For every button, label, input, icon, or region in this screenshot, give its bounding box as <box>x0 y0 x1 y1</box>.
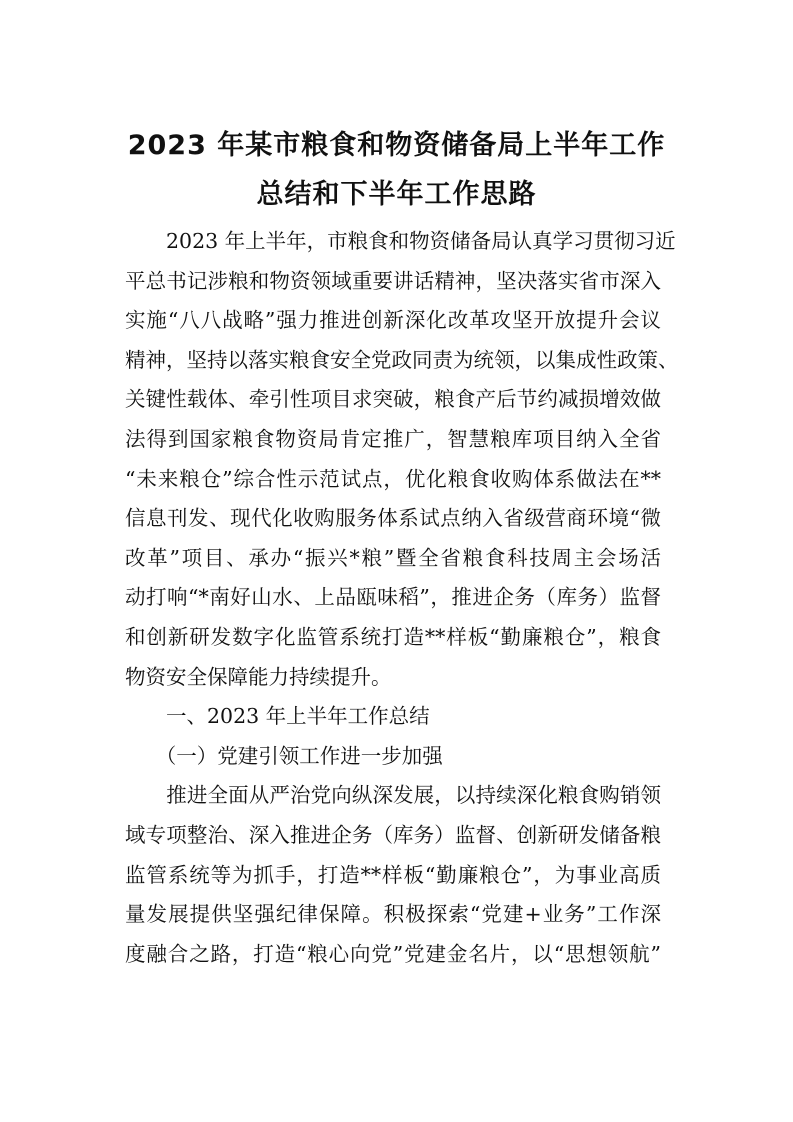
document-body <box>125 222 679 974</box>
intro-line: 实施“八八战略”强力推进创新深化改革攻坚开放提升会议 <box>125 308 661 333</box>
intro-line: 动打响“*南好山水、上品瓯味稻”，推进企务（库务）监督 <box>125 585 661 610</box>
intro-line: 信息刊发、现代化收购服务体系试点纳入省级营商环境“微 <box>125 506 661 531</box>
intro-line: “未来粮仓”综合性示范试点，优化粮食收购体系做法在** <box>125 466 661 491</box>
section-line: 推进全面从严治党向纵深发展，以持续深化粮食购销领 <box>125 783 661 808</box>
document-title-line-2: 总结和下半年工作思路 <box>256 179 537 210</box>
intro-line: 平总书记涉粮和物资领域重要讲话精神，坚决落实省市深入 <box>125 268 661 293</box>
intro-line: 精神，坚持以落实粮食安全党政同责为统领，以集成性政策、 <box>125 347 679 372</box>
intro-line: 2023 年上半年，市粮食和物资储备局认真学习贯彻习近 <box>125 229 676 253</box>
subsection-heading: （一）党建引领工作进一步加强 <box>125 743 443 768</box>
section-line: 域专项整治、深入推进企务（库务）监督、创新研发储备粮 <box>125 822 661 847</box>
section-line: 量发展提供坚强纪律保障。积极探索“党建+业务”工作深 <box>125 902 661 927</box>
intro-line: 和创新研发数字化监管系统打造**样板“勤廉粮仓”，粮食 <box>125 624 661 649</box>
intro-line: 改革”项目、承办“振兴*粮”暨全省粮食科技周主会场活 <box>125 545 661 570</box>
section-line: 监管系统等为抓手，打造**样板“勤廉粮仓”，为事业高质 <box>125 862 661 887</box>
document-title-line-1: 2023 年某市粮食和物资储备局上半年工作 <box>127 130 666 161</box>
intro-line: 关键性载体、牵引性项目求突破，粮食产后节约减损增效做 <box>125 387 661 412</box>
intro-line: 物资安全保障能力持续提升。 <box>125 664 392 689</box>
section-line: 度融合之路，打造“粮心向党”党建金名片，以“思想领航” <box>125 941 661 966</box>
intro-line: 法得到国家粮食物资局肯定推广，智慧粮库项目纳入全省 <box>125 426 661 451</box>
section-heading: 一、2023 年上半年工作总结 <box>125 704 430 729</box>
